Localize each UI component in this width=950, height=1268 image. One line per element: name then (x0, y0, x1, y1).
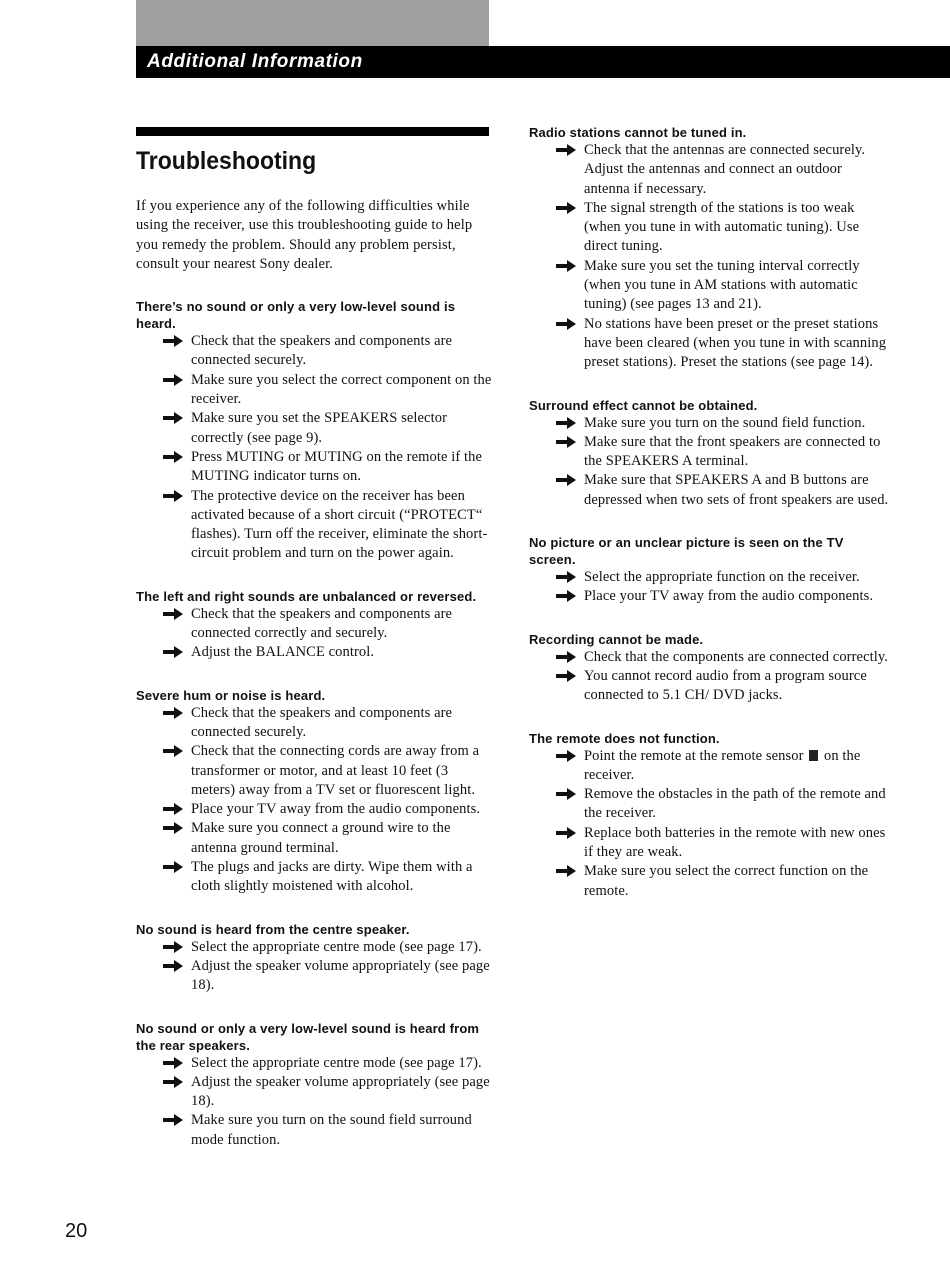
troubleshooting-section (529, 124, 889, 373)
remote-sensor-icon (809, 750, 818, 761)
troubleshooting-section (136, 1020, 492, 1150)
remedy-text: The protective device on the receiver has been activated because of a short circuit (“PROTECT“ flashes). Turn off the receiver, eliminate the short-circuit problem and turn on the power again. (191, 487, 488, 562)
remedy-item (136, 957, 492, 996)
arrow-bullet-icon (556, 865, 576, 877)
remedy-list (529, 648, 889, 706)
remedy-item (529, 414, 889, 433)
page-title: Troubleshooting (136, 147, 317, 175)
section-title: Radio stations cannot be tuned in. (529, 125, 747, 140)
title-rule (136, 127, 489, 136)
arrow-bullet-icon (556, 202, 576, 214)
arrow-bullet-icon (556, 750, 576, 762)
remedy-text: Make sure you select the correct component on the receiver. (191, 371, 492, 408)
remedy-list (136, 332, 492, 564)
arrow-bullet-icon (163, 374, 183, 386)
troubleshooting-section (136, 921, 492, 996)
troubleshooting-section (529, 397, 889, 510)
section-title: The left and right sounds are unbalanced or reversed. (136, 588, 477, 604)
arrow-bullet-icon (556, 670, 576, 682)
remedy-item (136, 487, 492, 564)
remedy-text: No stations have been preset or the preset stations have been cleared (when you tune in with scanning preset stations). Preset the stations (see page 14). (584, 315, 887, 371)
remedy-text: Make sure you set the tuning interval correctly (when you tune in AM stations with automatic tuning) (see pages 13 and 21). (584, 257, 860, 313)
remedy-text: The plugs and jacks are dirty. Wipe them with a cloth slightly moistened with alcohol. (191, 859, 473, 895)
remedy-text: Check that the speakers and components are connected securely. (191, 333, 453, 369)
arrow-bullet-icon (556, 417, 576, 429)
troubleshooting-section (529, 534, 889, 607)
remedy-text: Make sure you connect a ground wire to the antenna ground terminal. (191, 820, 451, 856)
remedy-item (136, 819, 492, 858)
left-sections (136, 298, 492, 1150)
remedy-item (529, 141, 889, 199)
section-header-bar: Additional Information (136, 46, 950, 78)
remedy-list (136, 1054, 492, 1150)
arrow-bullet-icon (163, 1057, 183, 1069)
arrow-bullet-icon (556, 260, 576, 272)
troubleshooting-section (136, 588, 492, 663)
arrow-bullet-icon (556, 827, 576, 839)
remedy-list (136, 605, 492, 663)
remedy-item (136, 409, 492, 448)
section-title: No sound is heard from the centre speaker. (136, 921, 410, 937)
arrow-bullet-icon (556, 436, 576, 448)
section-title: The remote does not function. (529, 730, 720, 746)
remedy-item (529, 824, 889, 863)
arrow-bullet-icon (163, 1076, 183, 1088)
arrow-bullet-icon (163, 412, 183, 424)
remedy-list (529, 747, 889, 901)
remedy-text: Point the remote at the remote sensor on the receiver. (584, 747, 861, 783)
remedy-item (529, 471, 889, 510)
right-column (529, 124, 889, 901)
remedy-text: Make sure that the front speakers are connected to the SPEAKERS A terminal. (584, 433, 881, 470)
remedy-text: Select the appropriate function on the receiver. (584, 569, 860, 586)
remedy-list (136, 704, 492, 897)
arrow-bullet-icon (163, 822, 183, 834)
remedy-item (136, 371, 492, 410)
header-tab-decoration (136, 0, 489, 46)
arrow-bullet-icon (163, 646, 183, 658)
remedy-item (529, 862, 889, 901)
remedy-text: Select the appropriate centre mode (see page 17). (191, 938, 482, 955)
troubleshooting-section (136, 687, 492, 897)
remedy-item (529, 433, 889, 472)
remedy-item (136, 1054, 492, 1073)
remedy-text: Check that the speakers and components are connected securely. (191, 704, 453, 740)
section-title: Recording cannot be made. (529, 631, 704, 647)
remedy-text: Adjust the speaker volume appropriately (see page 18). (191, 1073, 490, 1110)
remedy-item (136, 448, 492, 487)
section-title: No picture or an unclear picture is seen on the TV screen. (529, 535, 844, 568)
remedy-text: The signal strength of the stations is too weak (when you tune in with automatic tuning). Use direct tuning. (584, 199, 860, 255)
arrow-bullet-icon (556, 590, 576, 602)
arrow-bullet-icon (163, 745, 183, 757)
remedy-item (136, 605, 492, 644)
remedy-item (529, 667, 889, 706)
remedy-item (136, 858, 492, 897)
remedy-text: Make sure you turn on the sound field function. (584, 414, 866, 431)
remedy-text: Check that the antennas are connected securely. Adjust the antennas and connect an outdoor antenna if necessary. (584, 142, 866, 197)
remedy-item (136, 643, 492, 662)
remedy-item (529, 199, 889, 257)
remedy-item (529, 587, 889, 606)
arrow-bullet-icon (556, 651, 576, 663)
troubleshooting-section (529, 730, 889, 901)
left-column (136, 127, 492, 1150)
section-title: Surround effect cannot be obtained. (529, 397, 758, 413)
remedy-text: Make sure that SPEAKERS A and B buttons are depressed when two sets of front speakers are used. (584, 472, 889, 508)
section-title: No sound or only a very low-level sound is heard from the rear speakers. (136, 1020, 480, 1053)
section-title: There’s no sound or only a very low-level sound is heard. (136, 299, 456, 332)
remedy-text: You cannot record audio from a program source connected to 5.1 CH/ DVD jacks. (584, 667, 867, 704)
arrow-bullet-icon (163, 335, 183, 347)
page-number: 20 (65, 1220, 88, 1242)
arrow-bullet-icon (556, 788, 576, 800)
remedy-list (136, 938, 492, 996)
remedy-text: Press MUTING or MUTING on the remote if the MUTING indicator turns on. (191, 448, 483, 485)
remedy-text: Adjust the speaker volume appropriately (see page 18). (191, 957, 490, 994)
intro-paragraph: If you experience any of the following difficulties while using the receiver, use this troubleshooting guide to help you remedy the problem. Should any problem persist, consult your nearest Sony dealer. (136, 198, 473, 272)
remedy-text: Adjust the BALANCE control. (191, 644, 375, 661)
remedy-text: Replace both batteries in the remote with new ones if they are weak. (584, 824, 886, 861)
arrow-bullet-icon (163, 960, 183, 972)
section-title: Severe hum or noise is heard. (136, 687, 326, 703)
remedy-item (529, 648, 889, 667)
arrow-bullet-icon (163, 707, 183, 719)
remedy-text: Select the appropriate centre mode (see page 17). (191, 1054, 482, 1071)
remedy-text: Make sure you set the SPEAKERS selector correctly (see page 9). (191, 410, 447, 446)
remedy-list (529, 414, 889, 510)
arrow-bullet-icon (163, 803, 183, 815)
remedy-item (136, 332, 492, 371)
remedy-list (529, 568, 889, 607)
remedy-text: Check that the connecting cords are away from a transformer or motor, and at least 10 feet (3 meters) away from a TV set or fluorescent light. (191, 743, 480, 798)
remedy-item (529, 785, 889, 824)
arrow-bullet-icon (556, 144, 576, 156)
remedy-item (136, 1073, 492, 1112)
arrow-bullet-icon (163, 861, 183, 873)
arrow-bullet-icon (163, 451, 183, 463)
remedy-item (136, 938, 492, 957)
remedy-item (529, 568, 889, 587)
remedy-item (136, 742, 492, 800)
arrow-bullet-icon (556, 474, 576, 486)
arrow-bullet-icon (163, 1114, 183, 1126)
arrow-bullet-icon (163, 608, 183, 620)
troubleshooting-section (529, 631, 889, 706)
remedy-list (529, 141, 889, 373)
remedy-item (529, 315, 889, 373)
arrow-bullet-icon (163, 941, 183, 953)
remedy-text: Check that the components are connected correctly. (584, 648, 888, 665)
right-sections (529, 124, 889, 901)
remedy-text: Remove the obstacles in the path of the remote and the receiver. (584, 786, 886, 822)
troubleshooting-section (136, 298, 492, 564)
remedy-text: Check that the speakers and components are connected correctly and securely. (191, 605, 453, 642)
remedy-text: Place your TV away from the audio components. (191, 801, 481, 818)
arrow-bullet-icon (163, 490, 183, 502)
arrow-bullet-icon (556, 571, 576, 583)
remedy-item (136, 704, 492, 743)
remedy-item (136, 1111, 492, 1150)
remedy-text: Place your TV away from the audio components. (584, 588, 874, 605)
arrow-bullet-icon (556, 318, 576, 330)
remedy-text: Make sure you turn on the sound field surround mode function. (191, 1112, 472, 1148)
remedy-item (529, 747, 889, 786)
remedy-item (136, 800, 492, 819)
remedy-item (529, 257, 889, 315)
remedy-text: Make sure you select the correct function on the remote. (584, 863, 869, 899)
